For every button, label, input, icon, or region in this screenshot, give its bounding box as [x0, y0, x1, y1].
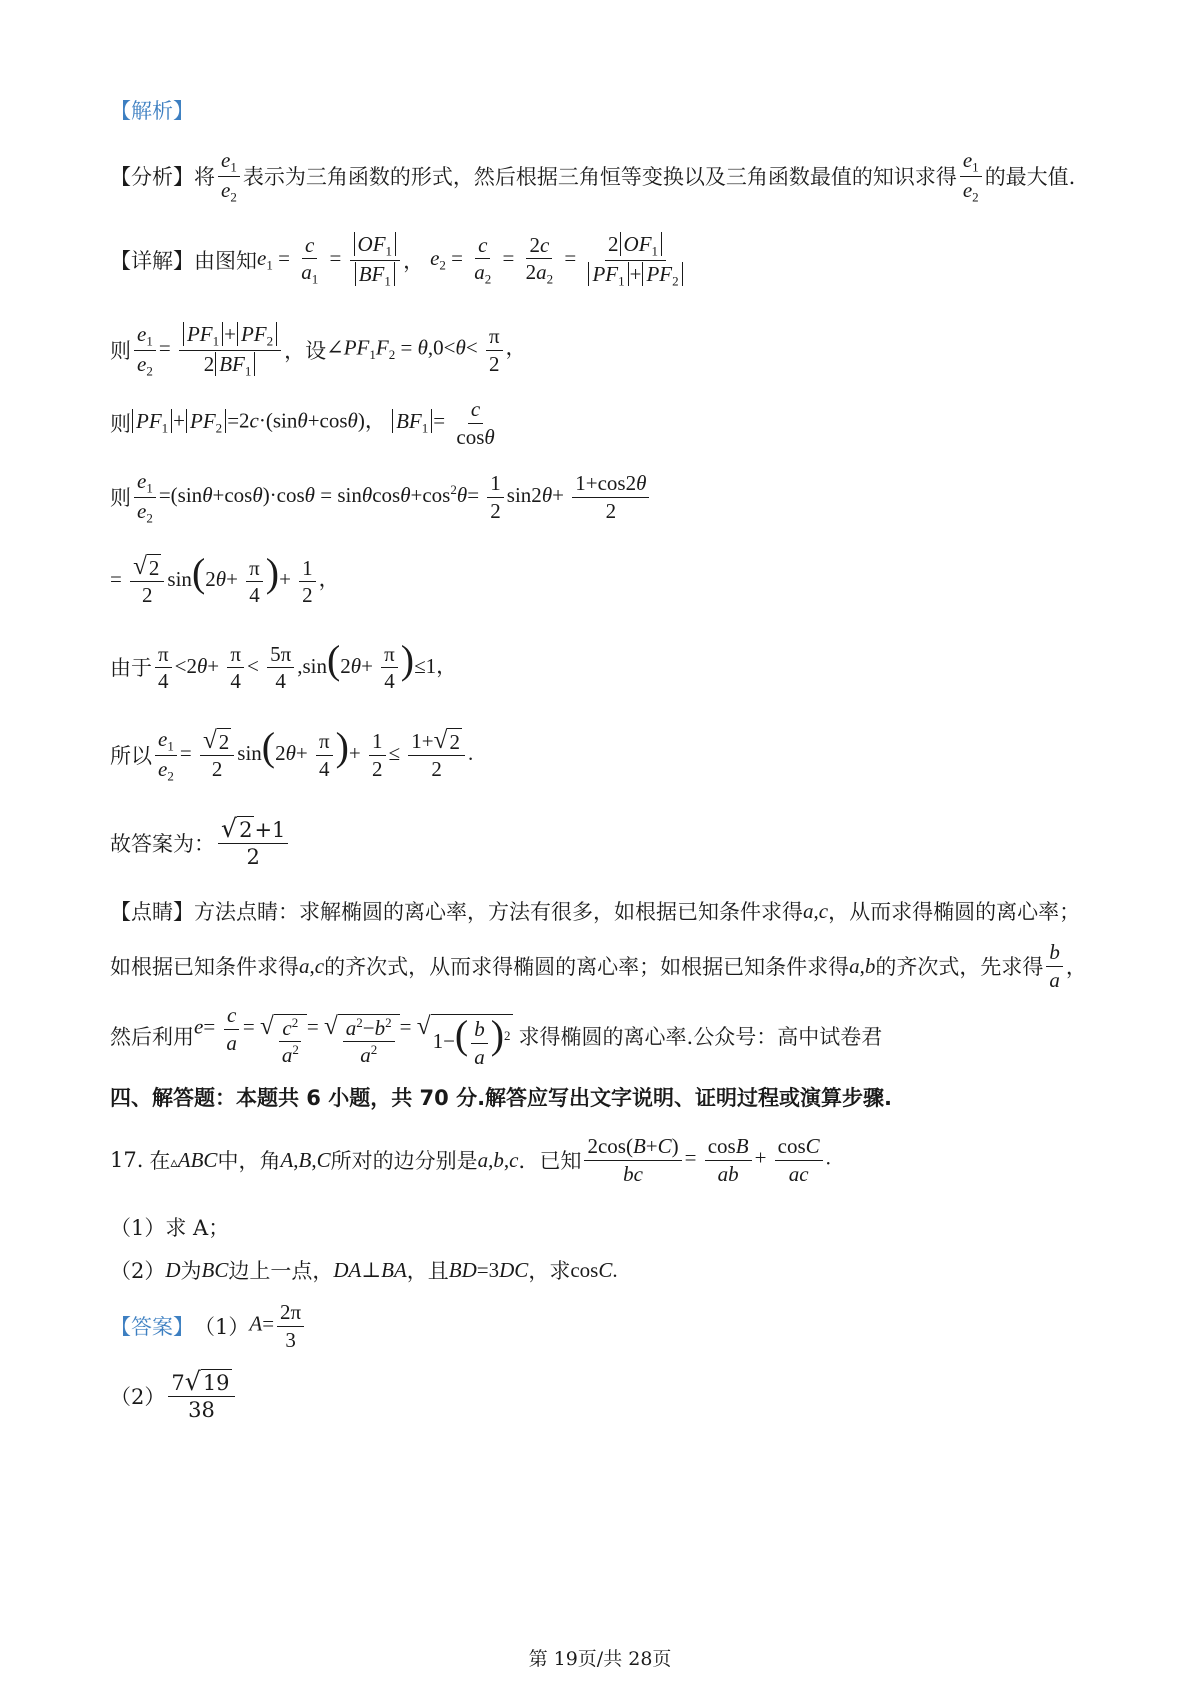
formula-ratio: $\frac{e_1}{e_2}$ = $\frac{PF_1 + PF_2}{2 BF_1}$ [131, 321, 284, 380]
formula-max: $\frac{e_1}{e_2}$ = √ 2 2 sin(2θ+ $\frac{\pi}{4}$ )+ $\frac{1}{2}$ ≤ 1+ √ 2 2 . [152, 726, 473, 785]
then-text: 则 [110, 412, 131, 436]
sides-abc: a,b,c [477, 1147, 519, 1172]
answer-2-formula: 7 √ 19 38 [168, 1369, 234, 1424]
question-text: ．已知 [518, 1149, 582, 1173]
part-text: ，且 [406, 1259, 449, 1283]
question-text: 中，角 [217, 1149, 281, 1173]
simplified-line [110, 550, 340, 612]
formula-cosc: cosC. [570, 1257, 618, 1282]
so-text: 所以 [110, 744, 152, 768]
answer-1-formula: A= $\frac{2\pi}{3}$ [249, 1299, 307, 1353]
analysis-text: 的最大值. [984, 165, 1076, 189]
section-label: 【解析】 [110, 99, 194, 123]
formula-ac: a,c [299, 953, 325, 978]
formula-ac: a,c [803, 898, 829, 923]
comment-line-2: 如根据已知条件求得 a,c 的齐次式，从而求得椭圆的离心率；如根据已知条件求得 a,b 的齐次式，先求得 $\frac{b}{a}$ ， [110, 940, 1087, 992]
angles-abc: A,B,C [280, 1147, 331, 1172]
analysis-text: 表示为三角函数的形式，然后根据三角恒等变换以及三角函数最值的知识求得 [242, 165, 957, 189]
formula-condition: $\frac{2\cos(B+C)}{bc}$ = $\frac{\cos B}{ab}$ + $\frac{\cos C}{ac}$ . [581, 1133, 830, 1187]
comment-text: ，从而求得椭圆的离心率； [828, 900, 1081, 924]
question-text: 所对的边分别是 [330, 1149, 478, 1173]
final-answer-formula: √ 2 +1 2 [218, 816, 288, 871]
part-text: 为 [180, 1259, 202, 1283]
question-17 [110, 1130, 831, 1190]
answer-prefix: （1） [194, 1315, 250, 1339]
answer-prefix: （2） [110, 1385, 166, 1409]
formula-ab: a,b [849, 953, 876, 978]
formula-bd: BD=3DC [448, 1257, 529, 1282]
detail-line: 【详解】 由图知 $e_1$ = $\frac{c}{a_1}$ = $\frac{OF_1}{BF_1}$ ， $e_2$ = $\frac{c}{a_2}$ = $\frac{2c}{2a_2}$ = $\frac{2 OF_1}{PF_1 + PF_2}$ [110, 228, 690, 292]
answer-line-1 [110, 1298, 307, 1354]
formula-angle: $\angle PF_1F_2 = \theta,0<\theta<$ $\frac{\pi}{2}$ ， [326, 324, 527, 376]
question-text: 在 [149, 1149, 171, 1173]
then-text: 则 [110, 339, 131, 363]
detail-text: 由图知 [194, 249, 257, 273]
comment-text: 如根据已知条件求得 [110, 955, 299, 979]
comment-line-1 [110, 894, 1080, 928]
since-text: 由于 [110, 656, 152, 680]
final-label: 故答案为： [110, 832, 215, 856]
answer-line-2 [110, 1365, 238, 1427]
formula-simplified: = √ 2 2 sin(2θ+ $\frac{\pi}{4}$ )+ $\frac{1}{2}$ ， [110, 550, 340, 608]
formula-range: $\frac{\pi}{4}$ <2θ+ $\frac{\pi}{4}$ < $\frac{5\pi}{4}$ ,sin(2θ+ $\frac{\pi}{4}$ )≤1， [152, 640, 457, 695]
comment-label: 【点睛】 [110, 900, 194, 924]
detail-label: 【详解】 [110, 249, 194, 273]
page-footer: 第 19页/共 28页 [528, 1648, 672, 1670]
formula-b-over-a: $\frac{b}{a}$ [1046, 939, 1063, 993]
part-text: （2） [110, 1259, 166, 1283]
part-text: 边上一点， [228, 1259, 334, 1283]
part-2 [110, 1255, 618, 1285]
section-heading: 四、解答题：本题共 6 小题，共 70 分.解答应写出文字说明、证明过程或演算步骤. [110, 1086, 893, 1110]
triangle-abc: ▵ABC [170, 1147, 218, 1172]
analysis-text: 将 [194, 165, 215, 189]
sum-line [110, 395, 501, 451]
part-text: ，求 [528, 1259, 571, 1283]
e1-over-e2: $\frac{e_1}{e_2}$ [960, 147, 982, 206]
comment-line-3 [110, 1000, 882, 1072]
part-1: （1）求 A； [110, 1216, 230, 1240]
formula-perp: DA⊥BA [333, 1257, 407, 1282]
comment-text: 的齐次式，从而求得椭圆的离心率；如根据已知条件求得 [324, 955, 850, 979]
side-bc: BC [201, 1257, 229, 1282]
formula-e2: $e_2$ = $\frac{c}{a_2}$ = $\frac{2c}{2a_2}$ = $\frac{2 OF_1}{PF_1 + PF_2}$ [430, 231, 690, 290]
formula-sum: $PF_1 + PF_2 =2c\cdot(\sin\theta+\cos\theta)$， $BF_1$ = $\frac{c}{\cos\theta}$ [131, 396, 501, 450]
analysis-paragraph [110, 148, 1075, 204]
so-line [110, 724, 473, 786]
set-text: ，设 [284, 339, 327, 363]
expand-line [110, 466, 652, 528]
e1-over-e2: $\frac{e_1}{e_2}$ [218, 147, 240, 206]
formula-eccentricity: e= $\frac{c}{a}$ = √ $\frac{c^2}{a^2}$ = √ $\frac{a^2-b^2}{a^2}$ = √ 1−( $\frac{b}{a}$ )$^2$ [194, 1003, 511, 1069]
comment-text: 的齐次式，先求得 [875, 955, 1044, 979]
comment-text: 然后利用 [110, 1025, 194, 1049]
comment-text: 方法点睛：求解椭圆的离心率，方法有很多，如根据已知条件求得 [194, 900, 803, 924]
formula-e1: $e_1$ = $\frac{c}{a_1}$ = $\frac{OF_1}{BF_1}$ [257, 231, 403, 290]
point-d: D [165, 1257, 181, 1282]
analysis-label: 【分析】 [110, 165, 194, 189]
question-number: 17. [110, 1148, 144, 1172]
since-line [110, 636, 457, 698]
final-answer-line [110, 812, 291, 874]
ratio-line [110, 318, 527, 382]
then-text: 则 [110, 486, 131, 510]
formula-expand: $\frac{e_1}{e_2}$ $=(\sin\theta+\cos\theta)\cdot\cos\theta = \sin\theta\cos\theta+\cos^2\theta=$ $\frac{1}{2}$ sin2θ+ $\frac{1+\cos 2\theta}{2}$ [131, 468, 652, 527]
answer-label: 【答案】 [110, 1315, 194, 1339]
comment-text: 求得椭圆的离心率.公众号：高中试卷君 [518, 1025, 883, 1049]
